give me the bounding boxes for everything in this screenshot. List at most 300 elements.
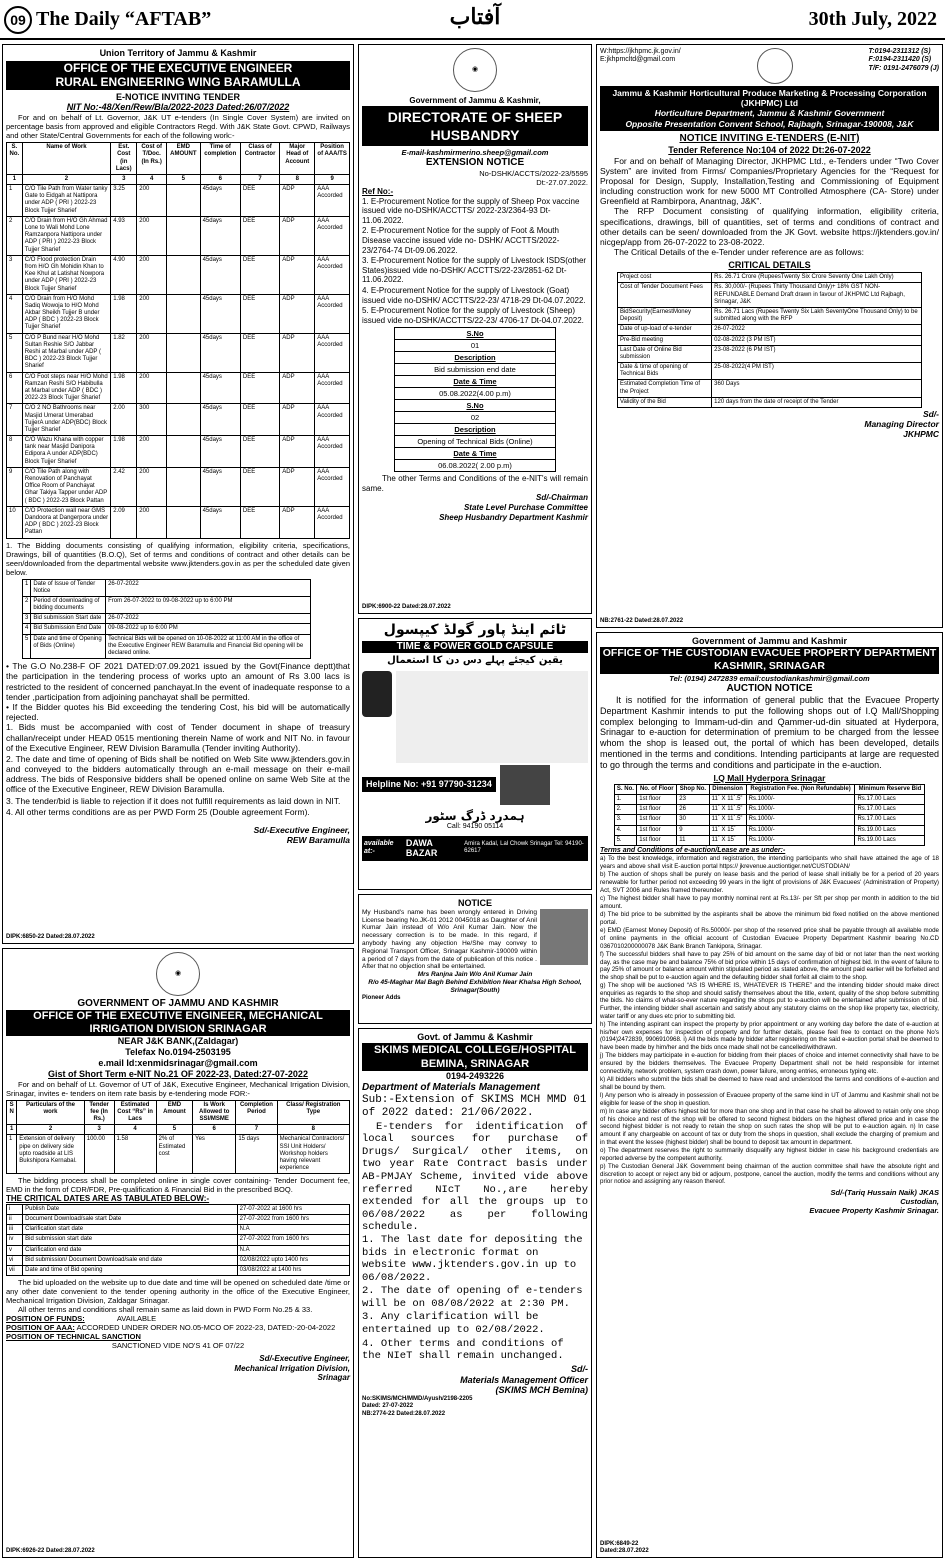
column-header: No. of Floor [637,784,677,794]
ref-item: 5. E-Procurement Notice for the supply of Livestock (Sheep) issued vide no-DSHK/ACCTTS/22-23/ 4706-17 Dt-04.07.2022. [362,306,584,325]
work-cell [167,294,200,333]
term-item: c) The highest bidder shall have to pay monthly nominal rent at Rs.13/- per Sft per shop per month in addition to the bid amount. [600,895,939,910]
notice-sign-1: Mrs Ranjna Jain W/o Anil Kumar Jain [417,971,533,979]
work-cell: 8 [7,436,23,468]
schedule-row [23,614,311,624]
notice-subtitle: E-NOTICE INVITING TENDER [115,91,240,102]
dates-table [6,1204,350,1276]
critical-cell: 360 Days [712,380,922,397]
column-header: Est. Cost (in Lacs) [111,143,137,175]
work-cell: 45days [200,333,240,372]
work-cell: 2 [7,216,23,255]
shop-cell: 11` X 11`.5” [709,815,746,825]
work-cell: 10 [7,506,23,538]
work-cell: Yes [193,1135,236,1174]
term-item: b) The auction of shops shall be purely on lease basis and the period of lease shall initially be for a period of 20 years renewable for further period not exceeding 99 years in the light of provisions of J&K Evacuees' (Administration of Property) Act, SVT 2006 and Rules framed thereunder. [600,871,939,894]
schedule-table [394,327,557,472]
work-cell: 1 [7,185,23,217]
work-cell: 200 [137,185,167,217]
schedule-cell: 05.08.2022(4.00 p.m) [394,388,556,400]
date-cell: 03/08/2022 at 1400 hrs [237,1265,349,1275]
person-photo [540,909,588,965]
shop-row [614,815,925,825]
date-cell: 02/08/2022 upto 1400 hrs [237,1255,349,1265]
work-cell: 4.93 [111,216,137,255]
email: E:jkhpmcltd@gmail.com [600,56,676,64]
schedule-cell: 02 [394,412,556,424]
work-cell: 45days [200,185,240,217]
column-header: Registration Fee. (Non Refundable) [746,784,855,794]
shop-cell: 4. [614,825,637,835]
work-cell: AAA Accorded [315,467,350,506]
column-header: Time of completion [200,143,240,175]
work-cell: 200 [137,506,167,538]
gov-heading: Govt. of Jammu & Kashmir [417,1032,533,1042]
term-item: j) The bidders may participate in e-auction for bidding from their places of choice and internet connectivity shall have to be ensured by the bidders themselves. The Evacuee Property Department shall not be held responsible for internet connectivity, network problem, system crash down, power failure, wrong entries, erroneous typing etc. [600,1052,939,1075]
office-banner: OFFICE OF THE EXECUTIVE ENGINEER, MECHANICAL IRRIGATION DIVISION SRINAGAR [6,1010,350,1036]
work-cell: ADP [280,216,315,255]
signature-2: Custodian, [900,1196,939,1206]
work-row [7,294,350,333]
term-item: o) The department reserves the right to summarily disqualify any highest bidder in case his background credentials are reported adverse by the competent authority. [600,1147,939,1162]
tech-value: SANCTIONED VIDE NO'S 41 OF 07/22 [111,1341,245,1351]
column-header: Shop No. [677,784,709,794]
signature-2: Materials Management Officer [460,1374,588,1385]
shop-row [614,805,925,815]
term-item: h) The intending aspirant can inspect the property by prior appointment or any working day before the date of e-auction at his/her own expenses for inspection of property and for further details, please feel free to contact on the phone No's (0194)2472839, 9906910968. i) All the bids made by bidder after registering on the said e-auction portal shall be deemed to have been made by him/her and the bids once made shall not be cancelled/withdrawn. [600,1021,939,1051]
work-cell: 100.00 [84,1135,114,1174]
work-cell: C/O Flood protection Drain from H/O Gh Mohidin Khan to Kee Khul at Latishat Nowpora under ADP ( PRI ) 2022-23 Block Tujjer Sharief [22,255,110,294]
critical-cell: 25-08-2022(4 PM IST) [712,363,922,380]
critical-row [617,325,921,335]
work-cell [167,372,200,404]
schedule-row [394,460,556,472]
column-number: 3 [111,174,137,184]
para-1: For and on behalf of Managing Director, JKHPMC Ltd., e-Tenders under “Two Cover System” are invited from Firms/ Companies/Proprietary Agencies for the “Request for Proposal for Design, Supply, Installation,Testing and Commissioning of Equipment including construction work for new 5000 MT Controlled Atmosphere (CA- Store) under Greenfield at Rambirpora, Anantnag, J&K”. [600,155,939,207]
shops-table [614,784,926,846]
schedule-cell: Period of downloading of bidding documents [31,596,106,613]
column-header: Name of Work [22,143,110,175]
work-cell: DEE [240,255,279,294]
para-2: The bid uploaded on the website up to due date and time will be opened on scheduled date /time or any other date convenient to the tender opening authority in the office of the Executive Engineer, Mechanical Irrigation Division, Zaldagar Srinagar. [6,1278,350,1306]
aaa-value: ACCORDED UNDER ORDER NO.05-MCO OF 2022-23, DATED:-20-04-2022 [76,1323,336,1333]
schedule-cell: 26-07-2022 [106,579,311,596]
jk-emblem-icon: ◉ [156,952,200,996]
column-header: Particulars of the work [17,1100,84,1125]
work-cell [167,467,200,506]
dipk-date: Dated:28.07.2022 [600,1547,649,1554]
work-cell: 7 [7,404,23,436]
notice-sign-2: R/o 45-Maghar Mal Bagh Behind Exhibition Near Khalsa High School, Srinagar(South) [368,978,582,994]
column-number: 6 [193,1125,236,1135]
website: W:https://jkhpmc.jk.gov.in/ [600,48,681,55]
schedule-row [394,412,556,424]
schedule-item: 2. The date of opening of e-tenders will be on 08/08/2022 at 2:30 PM. [362,1285,583,1310]
critical-cell: Validity of the Bid [617,397,711,407]
work-cell: 9 [7,467,23,506]
english-title: TIME & POWER GOLD CAPSULE [362,641,588,653]
jkhpmc-logo-icon [757,48,793,84]
available-label: available at:- [364,839,394,856]
signature-3: Sheep Husbandry Department Kashmir [439,512,588,522]
signature-2: Managing Director [864,419,939,430]
capsule-advertisement [358,618,592,890]
schedule-table [22,579,311,660]
date-cell: v [7,1245,23,1255]
work-cell [167,185,200,217]
corporation-banner: Jammu & Kashmir Horticultural Produce Marketing & Processing Corporation (JKHPMC) Ltd [612,88,927,109]
signature-2: State Level Purchase Committee [463,503,588,513]
signature-1: Sd/- [922,409,939,420]
schedule-cell: Opening of Technical Bids (Online) [394,436,556,448]
nit-number: NIT No:-48/Xen/Rew/Bla/2022-2023 Dated:26/07/2022 [66,102,290,113]
date-cell: Clarification start date [23,1225,238,1235]
tech-label: POSITION OF TECHNICAL SANCTION [6,1332,141,1342]
work-cell: ADP [280,436,315,468]
gov-heading: Government of Jammu and Kashmir [691,636,848,646]
schedule-cell: Date and time of Opening of Bids (Online) [31,634,106,659]
work-cell: Mechanical Contractors/ SSI Unit Holders/ Workshop holders having relevant experience [277,1135,349,1174]
work-cell: AAA Accorded [315,372,350,404]
date-cell: iv [7,1235,23,1245]
column-header: S. No. [7,143,23,175]
work-cell: ADP [280,506,315,538]
schedule-cell: From 26-07-2022 to 09-08-2022 up to 6:00 PM [106,596,311,613]
critical-row [617,335,921,345]
work-cell: ADP [280,255,315,294]
schedule-cell: 06.08.2022( 2.00 p.m) [394,460,556,472]
date-cell: 27-07-2022 from 1600 hrs [237,1215,349,1225]
critical-cell: Rs. 26.71 Crore (RupeesTwenty Six Crore Seventy One Lakh Only) [712,273,922,283]
column-header: Position of AAA/TS [315,143,350,175]
work-cell: C/O Protection wall near GMS Dandoora at Dangerpora under ADP ( BDC ) 2022-23 Block Pattan [22,506,110,538]
shop-cell: 9 [677,825,709,835]
work-cell: 1 [7,1135,17,1174]
critical-cell: 26-07-2022 [712,325,922,335]
work-cell: DEE [240,216,279,255]
issue-date: 30th July, 2022 [808,8,937,30]
work-cell: 45days [200,436,240,468]
nb-number: NB:2774-22 Dated:28.07.2022 [362,1410,446,1417]
critical-row [617,397,921,407]
email: e.mail Id:xenmidsrinagar@gmail.com [98,1057,258,1068]
work-row [7,436,350,468]
date-cell: Clarification end date [23,1245,238,1255]
date-row [7,1225,350,1235]
work-cell: 1.98 [111,372,137,404]
shop-cell: 23 [677,795,709,805]
work-cell: AAA Accorded [315,185,350,217]
work-cell: 1.82 [111,333,137,372]
schedule-item: 1. The last date for depositing the bids in electronic format on website www.jktenders.gov.in up to 06/08/2022. [362,1233,583,1284]
store-call: Call: 94190 05114 [446,823,504,831]
closing-text: The other Terms and Conditions of the e-NIT's will remain same. [362,474,588,493]
conditions-list [6,722,350,817]
work-cell: DEE [240,333,279,372]
shop-cell: 1. [614,795,637,805]
dipk-number: DIPK:6850-22 Dated:28.07.2022 [6,933,95,940]
date-row [7,1245,350,1255]
schedule-cell: Description [394,424,556,436]
critical-cell: 23-08-2022 (6 PM IST) [712,345,922,362]
date-cell: N.A [237,1225,349,1235]
schedule-row [394,400,556,412]
shop-cell: Rs.17.00 Lacs [855,815,925,825]
column-number: 8 [280,174,315,184]
schedule-row [23,634,311,659]
schedule-cell: Bid submission end date [394,364,556,376]
work-cell: 45days [200,294,240,333]
work-cell: 2.00 [111,404,137,436]
schedule-cell: 4 [23,624,31,634]
signature-3: Evacuee Property Kashmir Srinagar. [809,1205,939,1215]
column-number: 7 [240,174,279,184]
shop-cell: 11` X 11`.5” [709,805,746,815]
store-address: Amira Kadal, Lal Chowk Srinagar Tel: 94190-62617 [464,841,584,855]
condition-item: 2. The date and time of opening of Bids shall be notified on Web Site www.jktenders.gov.in and conveyed to the bidders automatically through an e-mail message on their e-mail address. The bids of Responsive bidders shall be opened online on same Web Site at the office of the Executive Engineer, REW Division Baramulla. [6,753,350,795]
schedule-cell: 26-07-2022 [106,614,311,624]
schedule-cell: 5 [23,634,31,659]
column-number: 5 [167,174,200,184]
wing-banner: RURAL ENGINEERING WING BARAMULLA [6,75,350,89]
condition-item: 3. The tender/bid is liable to rejection if it does not fulfill requirements as laid down in NIT. [6,795,341,806]
work-cell: 45days [200,404,240,436]
work-cell [167,255,200,294]
work-cell: DEE [240,372,279,404]
work-cell: C/O P Bund near H/O Mohd Sultan Reshie S/O Jabbar Reshi at Marbal under ADP ( BDC ) 2022-23 Block Tujjer Sharief [22,333,110,372]
work-cell: 45days [200,372,240,404]
gist-title: Gist of Short Term e-NIT No.21 OF 2022-23, Dated:27-07-2022 [48,1068,308,1079]
ref-number: No:SKIMS/MCH/MMD/Ayush/2198-2205 [362,1396,473,1403]
work-cell [167,506,200,538]
date-cell: vi [7,1255,23,1265]
address: NEAR J&K BANK,(Zaldagar) [117,1036,239,1047]
para-1: The bidding process shall be completed online in single cover containing- Tender Document fee, EMD in the form of CDR/FDR, Pre-qualification & Financial Bid in the prescribed BOQ. [6,1176,350,1195]
work-cell: 45days [200,216,240,255]
work-cell: ADP [280,294,315,333]
work-cell [167,333,200,372]
work-cell: 200 [137,372,167,404]
para-2: The RFP Document consisting of qualifying information, eligibility criteria, specifications, drawings, bill of quantities, set of terms and conditions of contract and other details can be seen/ downloaded from the JK Govt. website https://jktenders.gov.in/ nicgep/app from 26-07-2022 to 23-08-2022. [600,206,939,248]
shop-cell: 3. [614,815,637,825]
signature-2: Mechanical Irrigation Division, [234,1363,350,1373]
ref-date: Dated: 27-07-2022 [362,1403,414,1410]
contact: Tel: (0194) 2472839 email:custodiankashmir@gmail.com [669,674,870,684]
shop-row [614,825,925,835]
urdu-text-block [396,671,588,763]
shop-cell: 11` X 15` [709,825,746,835]
ref-item: 1. E-Procurement Notice for the supply of Sheep Pox vaccine issued vide no-DSHK/ACCTTS/ 2022-23/2364-93 Dt-11.06.2022. [362,196,580,225]
column-header: Completion Period [236,1100,277,1125]
critical-cell: 120 days from the date of receipt of the Tender [712,397,922,407]
shop-cell: Rs.1000/- [746,805,855,815]
date-cell: N.A [237,1245,349,1255]
shop-cell: 11` X 15` [709,835,746,845]
phone-2: F:0194-2311420 (S) [868,56,932,64]
date-row [7,1204,350,1214]
schedule-cell: Date of Issue of Tender Notice [31,579,106,596]
custodian-auction-notice [596,632,943,1558]
shop-cell: Rs.19.00 Lacs [855,825,925,835]
column-header: EMD AMOUNT [167,143,200,175]
schedule-row [394,436,556,448]
ref-item: 2. E-Procurement Notice for the supply of Foot & Mouth Disease vaccine issued vide no- DSHK/ ACCTTS/2022-23/2764-74 Dt-09.06.2022. [362,226,560,255]
signature-3: Srinagar [317,1373,350,1383]
work-cell: DEE [240,506,279,538]
work-cell [167,216,200,255]
notice-title: NOTICE [457,898,492,908]
critical-title: CRITICAL DETAILS [728,260,811,271]
go-bullet: • The G.O No.238-F OF 2021 DATED:07.09.2021 issued by the Govt(Finance deptt)that the participation in the tendering process of works upto an amount of Rs 3.00 lacs is restricted to the resident of concerned panchayat.In the event of inadequate response to a tender ,participation from adjoining panchayat shall be permitted. [6,661,350,702]
nb-number: NB:2761-22 Dated:28.07.2022 [600,617,684,624]
funds-label: POSITION OF FUNDS: [6,1314,85,1324]
phone-3: T/F: 0191-2476079 (J) [868,64,939,72]
work-cell: AAA Accorded [315,294,350,333]
column-number: 1 [7,174,23,184]
work-row [7,255,350,294]
term-item: e) EMD (Earnest Money Deposit) of Rs.50000/- per shop of the reserved price shall be payable through all available mode of online payments in the official account of Custodian Evacuee Property Department Kashmir bearing No.CD 0367010200000078 J&K Bank Branch Tankipora, Srinagar. [600,927,939,950]
date-row [7,1215,350,1225]
schedule-item: 3. Any clarification will be entertained up to 02/08/2022. [362,1311,545,1337]
work-cell: ADP [280,333,315,372]
column-header: Dimension [709,784,746,794]
shop-cell: Rs.17.00 Lacs [855,795,925,805]
work-cell: AAA Accorded [315,436,350,468]
ut-heading: Union Territory of Jammu & Kashmir [99,48,257,58]
directorate-banner: DIRECTORATE OF SHEEP HUSBANDRY [362,106,588,146]
work-cell: 200 [137,255,167,294]
column-header: Estimated Cost “Rs” in Lacs [114,1100,156,1125]
address-banner: Opposite Presentation Convent School, Rajbagh, Srinagar-190008, J&K [625,118,914,129]
date-cell: 27-07-2022 at 1600 hrs [237,1204,349,1214]
work-cell [167,436,200,468]
work-cell: 2% of Estimated cost [156,1135,192,1174]
rejection-bullet: • If the Bidder quotes his Bid exceeding the tendering Cost, his bid will be automatically rejected. [6,701,350,723]
work-cell: 15 days [236,1135,277,1174]
signature-1: Sd/-Executive Engineer, [259,1354,350,1364]
skims-notice [358,1028,592,1558]
critical-cell: Date of up-load of e-tender [617,325,711,335]
schedule-row [23,596,311,613]
jkhpmc-tender-notice [596,44,943,628]
masthead [0,0,945,40]
critical-title: THE CRITICAL DATES ARE AS TABULATED BELOW:- [6,1194,210,1204]
column-number: 9 [315,174,350,184]
work-cell: 1.98 [111,294,137,333]
shop-cell: 11 [677,835,709,845]
critical-cell: Project cost [617,273,711,283]
column-header: Major Head of Account [280,143,315,175]
column-header: Cost of T/Doc. (In Rs.) [137,143,167,175]
critical-row [617,363,921,380]
notice-title: NOTICE INVITING E-TENDERS (E-NIT) [679,132,860,144]
schedule-list [362,1234,588,1363]
work-cell: C/O Drain from H/O Mohd Sadiq Wowoja to H/O Mohd Akbar Sheikh Tujjer B under ADP ( BDC ) 2022-23 Block Tujjer Sharief [22,294,110,333]
urdu-subtitle: یقین کیجئے پہلے دس دن کا استعمال [387,654,563,666]
schedule-cell: S.No [394,400,556,412]
date-cell: 27-07-2022 from 1600 hrs [237,1235,349,1245]
work-cell: AAA Accorded [315,333,350,372]
signature-1: Sd/-(Tariq Hussain Naik) JKAS [830,1187,939,1197]
schedule-row [23,579,311,596]
critical-table [617,272,922,408]
work-cell: ADP [280,467,315,506]
terms-list [600,855,939,1186]
column-number: 2 [17,1125,84,1135]
work-row [7,404,350,436]
gov-heading: GOVERNMENT OF JAMMU AND KASHMIR [77,998,279,1009]
work-cell: 45days [200,506,240,538]
intro-text: For and on behalf of Lt. Governor of UT of J&K, Executive Engineer, Mechanical Irrigation Division, Srinagar, invites e- tenders on item rate basis by e-tendering mode FOR:- [6,1079,350,1098]
work-row [7,333,350,372]
notice-body: My Husband's name has been wrongly entered in Driving License bearing No.JK-01 2012 0045018 as Daughter of Anil Kumar Jain instead of W/o Anil Kumar Jain. Now the necessary correction is to be made. In this regard, if anybody having any objection He/She may convey to Regional Transport Officer, Srinagar Kashmir-190009 within a period of 7 days from the date of publication of this notice . After that no objection shall be entertained. [362,908,537,971]
column-header: S N [7,1100,17,1125]
critical-cell: Cost of Tender Document Fees [617,283,711,308]
work-cell: DEE [240,404,279,436]
work-cell: 200 [137,333,167,372]
shop-cell: 1st floor [637,835,677,845]
store-name: ہمدرد ڈرگ سٹور [425,808,525,823]
work-cell: DEE [240,436,279,468]
work-cell: 200 [137,436,167,468]
work-cell: DEE [240,185,279,217]
schedule-row [394,352,556,364]
condition-item: 1. Bids must be accompanied with cost of Tender document in shape of treasury challan/receipt under HEAD 0515 mentioning therein Name of work and NIT No. in favour of the Executive Engineer, REW Division Baramulla (Tender inviting Authority). [6,722,350,753]
critical-row [617,380,921,397]
refs-list [362,197,588,326]
schedule-row [394,340,556,352]
notice-title: EXTENSION NOTICE [425,156,525,168]
date-row [7,1255,350,1265]
critical-cell: Date & time of opening of Technical Bids [617,363,711,380]
personal-notice [358,894,592,1024]
schedule-cell: Bid Submission End Date [31,624,106,634]
work-cell: C/O Drain from H/O Gh Ahmad Lone to Wali Mohd Lone Ramzanpora Nattipora under ADP ( PRI ) 2022-23 Block Tujjer Sharief [22,216,110,255]
schedule-row [394,388,556,400]
signature-1: Sd/- [571,1363,588,1374]
date-cell: Bid submission start date [23,1235,238,1245]
funds-value: AVAILABLE [116,1314,157,1324]
telefax: Telefax No.0194-2503195 [125,1047,231,1058]
critical-cell: Pre-Bid meeting [617,335,711,345]
shop-cell: 2. [614,805,637,815]
office-banner: OFFICE OF THE EXECUTIVE ENGINEER [6,61,350,75]
column-number: 3 [84,1125,114,1135]
ref-label: Ref No:- [362,186,394,196]
shop-cell: 1st floor [637,795,677,805]
term-item: f) The successful bidders shall have to pay 25% of bid amount on the same day of bid or not later than the next working day, as the case may be and balance 75% of bid price within 15 days of confirmation of highest bid. In the event of failure to pay 25% of amount or balance amount within stipulated period as stated above, the amount paid earlier will be forfeited and the shop shall be put to e-auction again and the defaulting bidder shall forfeit all claim to the shop. [600,951,939,981]
notice-title: AUCTION NOTICE [726,683,813,695]
schedule-cell: 09-08-2022 up to 6:00 PM [106,624,311,634]
schedule-row [394,376,556,388]
work-cell: 300 [137,404,167,436]
shop-cell: Rs.19.00 Lacs [855,835,925,845]
work-row [7,216,350,255]
schedule-cell: Technical Bids will be opened on 10-08-2022 at 11:00 AM in the office of the Executive Engineer REW Baramulla and Financial Bid opening will be declared online. [106,634,311,659]
helpline: Helpline No: +91 97790-31234 [362,777,496,792]
shop-cell: 11` X 11`.5” [709,795,746,805]
aaa-label: POSITION OF AAA: [6,1323,75,1333]
shop-cell: Rs.1000/- [746,815,855,825]
shop-cell: Rs.17.00 Lacs [855,805,925,815]
schedule-cell: 2 [23,596,31,613]
work-cell: 1.98 [111,436,137,468]
shop-cell: Rs.1000/- [746,795,855,805]
date-row [7,1235,350,1245]
critical-row [617,273,921,283]
work-row [7,185,350,217]
work-cell: C/O Tile Path from Water tanky Gate to Eidgah at Nattipora under ADP ( PRI ) 2022-23 Block Tujjer Sharief [22,185,110,217]
